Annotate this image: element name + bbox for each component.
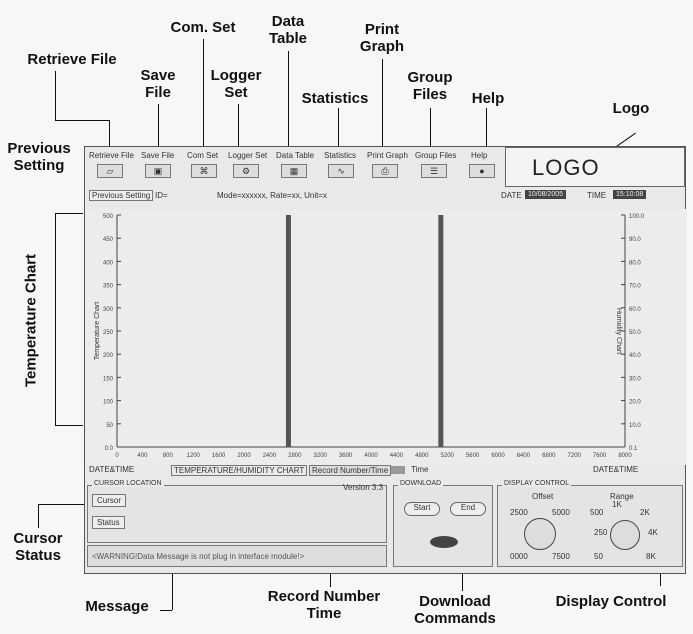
toolbar-label-retrieve-file: Retrieve File xyxy=(89,151,134,160)
right-tick-label: 30.0 xyxy=(629,376,641,383)
x-tick-label: 3600 xyxy=(338,453,353,459)
callout-group-files: Group Files xyxy=(407,69,453,103)
x-tick-label: 7200 xyxy=(567,453,581,459)
print-graph-button[interactable] xyxy=(372,164,398,178)
leader-temp-top xyxy=(55,213,83,214)
logo: LOGO xyxy=(532,155,600,180)
left-tick-label: 250 xyxy=(102,330,113,336)
leader-comset xyxy=(203,39,204,150)
x-tick-label: 2400 xyxy=(262,453,277,459)
leader-save xyxy=(158,104,159,149)
mode-info: Mode=xxxxxx, Rate=xx, Unit=x xyxy=(217,191,328,200)
callout-com-set: Com. Set xyxy=(170,19,236,36)
right-tick-label: 70.0 xyxy=(629,283,641,290)
left-tick-label: 450 xyxy=(102,237,113,244)
callout-data-table: Data Table xyxy=(268,13,308,47)
com-set-button[interactable] xyxy=(191,164,217,178)
range-tick-2k: 2K xyxy=(640,508,650,517)
group-files-button[interactable] xyxy=(421,164,447,178)
left-tick-label: 350 xyxy=(102,283,113,290)
right-tick-label: 20.0 xyxy=(629,399,641,406)
x-tick-label: 6800 xyxy=(542,453,556,459)
callout-print-graph: Print Graph xyxy=(359,21,405,55)
left-tick-label: 150 xyxy=(102,376,113,383)
right-tick-label: 50.0 xyxy=(629,330,641,336)
x-tick-label: 400 xyxy=(137,453,148,459)
help-icon: ● xyxy=(479,166,485,176)
left-tick-label: 400 xyxy=(102,260,113,267)
x-tick-label: 800 xyxy=(162,453,173,459)
toolbar-label-help: Help xyxy=(471,151,488,160)
logger-set-button[interactable] xyxy=(233,164,259,178)
cursor-button[interactable]: Cursor xyxy=(92,494,126,507)
date-time-right: DATE&TIME xyxy=(593,465,639,474)
status-button[interactable]: Status xyxy=(92,516,125,529)
leader-help xyxy=(486,108,487,149)
callout-previous-setting: Previous Setting xyxy=(7,140,71,174)
leader-message-h xyxy=(160,610,172,611)
date-time-left: DATE&TIME xyxy=(89,465,135,474)
offset-tick-2500: 2500 xyxy=(510,508,528,517)
range-tick-4k: 4K xyxy=(648,528,658,537)
callout-retrieve-file: Retrieve File xyxy=(27,51,117,68)
end-download-button[interactable]: End xyxy=(450,502,486,516)
download-indicator xyxy=(430,536,458,548)
leader-logger xyxy=(238,104,239,149)
date-value: 10/08/2005 xyxy=(525,190,566,199)
right-tick-label: 60.0 xyxy=(629,306,641,313)
toolbar-label-data-table: Data Table xyxy=(276,151,315,160)
retrieve-file-button[interactable] xyxy=(97,164,123,178)
x-tick-label: 5200 xyxy=(440,453,454,459)
x-tick-label: 4000 xyxy=(364,453,378,459)
toolbar-label-statistics: Statistics xyxy=(324,151,357,160)
toolbar-label-print-graph: Print Graph xyxy=(367,151,408,160)
cursor-location-title: CURSOR LOCATION xyxy=(94,480,162,487)
x-tick-label: 2000 xyxy=(237,453,251,459)
left-tick-label: 500 xyxy=(102,214,113,220)
callout-download-commands: Download Commands xyxy=(414,593,496,627)
version-label: Version 3.3 xyxy=(343,483,384,492)
logger-icon: ⚙ xyxy=(241,166,251,176)
app-window xyxy=(84,146,686,574)
callout-logo: Logo xyxy=(612,100,650,117)
cursor-2-line xyxy=(438,215,443,447)
help-button[interactable] xyxy=(469,164,495,178)
disk-icon: ▣ xyxy=(153,166,163,176)
start-download-button[interactable]: Start xyxy=(404,502,440,516)
offset-label: Offset xyxy=(532,492,554,501)
callout-logger-set: Logger Set xyxy=(210,67,262,101)
x-tick-label: 4800 xyxy=(415,453,429,459)
printer-icon: ⎙ xyxy=(381,166,389,176)
callout-help: Help xyxy=(471,90,505,107)
x-tick-label: 0 xyxy=(115,453,119,459)
callout-message: Message xyxy=(85,598,149,615)
toolbar-label-logger-set: Logger Set xyxy=(228,151,268,160)
table-icon: ▦ xyxy=(289,166,299,176)
info-bar xyxy=(85,187,685,205)
left-tick-label: 0.0 xyxy=(104,446,113,452)
x-tick-label: 3200 xyxy=(313,453,327,459)
leader-cursorstatus xyxy=(38,504,84,505)
x-tick-label: 2800 xyxy=(288,453,302,459)
id-label: ID= xyxy=(155,191,168,200)
range-tick-250: 250 xyxy=(594,528,608,537)
date-label: DATE xyxy=(501,191,522,200)
message-bar xyxy=(87,545,387,567)
right-tick-label: 40.0 xyxy=(629,353,641,360)
right-tick-label: 100.0 xyxy=(629,214,645,220)
x-tick-label: 7600 xyxy=(592,453,607,459)
chart-area xyxy=(85,209,687,465)
leader-temp-bot xyxy=(55,425,83,426)
right-tick-label: 80.0 xyxy=(629,260,641,267)
range-tick-500: 500 xyxy=(590,508,604,517)
right-tick-label: 90.0 xyxy=(629,237,641,244)
callout-record-number-time: Record Number Time xyxy=(267,588,381,622)
record-number-time-toggle[interactable]: Record Number/Time xyxy=(309,465,391,476)
chart-footer xyxy=(85,465,685,477)
leader-retrieve-h xyxy=(55,120,109,121)
range-tick-1k: 1K xyxy=(612,500,622,509)
left-tick-label: 100 xyxy=(102,399,113,406)
callout-display-control: Display Control xyxy=(555,593,667,610)
right-tick-label: 10.0 xyxy=(629,422,641,429)
leader-statistics xyxy=(338,108,339,149)
display-control-title: DISPLAY CONTROL xyxy=(504,480,570,487)
cursor-location-panel xyxy=(87,480,387,543)
leader-group xyxy=(430,108,431,149)
display-control-panel xyxy=(497,480,683,567)
download-panel xyxy=(393,480,493,567)
x-tick-label: 1200 xyxy=(186,453,200,459)
data-table-button[interactable] xyxy=(281,164,307,178)
leader-datatable xyxy=(288,51,289,149)
leader-cursorstatus-v xyxy=(38,504,39,528)
range-tick-50: 50 xyxy=(594,552,603,561)
offset-tick-5000: 5000 xyxy=(552,508,570,517)
offset-knob[interactable] xyxy=(524,518,556,550)
x-tick-label: 6000 xyxy=(491,453,505,459)
x-tick-label: 5600 xyxy=(465,453,480,459)
left-axis-label: Temperature Chart xyxy=(94,301,101,361)
time-label-footer: Time xyxy=(411,465,429,474)
range-knob[interactable] xyxy=(610,520,640,550)
callout-temperature-chart: Temperature Chart xyxy=(22,253,40,388)
left-tick-label: 200 xyxy=(102,353,113,360)
x-tick-label: 8000 xyxy=(618,453,632,459)
x-tick-label: 1600 xyxy=(211,453,226,459)
leader-temp-v xyxy=(55,213,56,425)
chart-tab[interactable]: TEMPERATURE/HUMIDITY CHART xyxy=(171,465,307,476)
time-label: TIME xyxy=(587,191,607,200)
toolbar-label-save-file: Save File xyxy=(141,151,175,160)
range-tick-8k: 8K xyxy=(646,552,656,561)
statistics-button[interactable] xyxy=(328,164,354,178)
x-tick-label: 6400 xyxy=(516,453,531,459)
connector-icon: ⌘ xyxy=(199,166,209,176)
record-time-slider[interactable] xyxy=(391,466,405,474)
left-tick-label: 300 xyxy=(102,306,113,313)
folder-icon: ▱ xyxy=(106,166,114,176)
time-value: 15:10:08 xyxy=(613,190,646,199)
right-tick-label: 0.1 xyxy=(629,446,638,452)
logo-box xyxy=(505,147,685,187)
x-tick-label: 4400 xyxy=(389,453,404,459)
previous-setting-button[interactable]: Previous Setting xyxy=(89,190,153,201)
save-file-button[interactable] xyxy=(145,164,171,178)
offset-tick-0000: 0000 xyxy=(510,552,528,561)
download-title: DOWNLOAD xyxy=(400,480,442,487)
callout-cursor-status: Cursor Status xyxy=(13,530,63,564)
message-text: <WARNING!Data Message is not plug in interface module!> xyxy=(92,552,305,561)
left-tick-label: 50 xyxy=(106,422,113,429)
callout-statistics: Statistics xyxy=(301,90,369,107)
toolbar xyxy=(85,147,505,181)
cursor-1-line xyxy=(286,215,291,447)
files-icon: ☰ xyxy=(429,166,439,176)
range-label: Range xyxy=(610,492,634,501)
toolbar-label-group-files: Group Files xyxy=(415,151,457,160)
right-axis-label: Humidity Chart xyxy=(615,307,622,355)
leader-retrieve xyxy=(55,71,56,121)
offset-tick-7500: 7500 xyxy=(552,552,570,561)
chart-svg xyxy=(85,209,687,465)
toolbar-label-com-set: Com Set xyxy=(187,151,219,160)
leader-print xyxy=(382,59,383,149)
callout-save-file: Save File xyxy=(140,67,176,101)
statistics-icon: ∿ xyxy=(337,166,345,176)
